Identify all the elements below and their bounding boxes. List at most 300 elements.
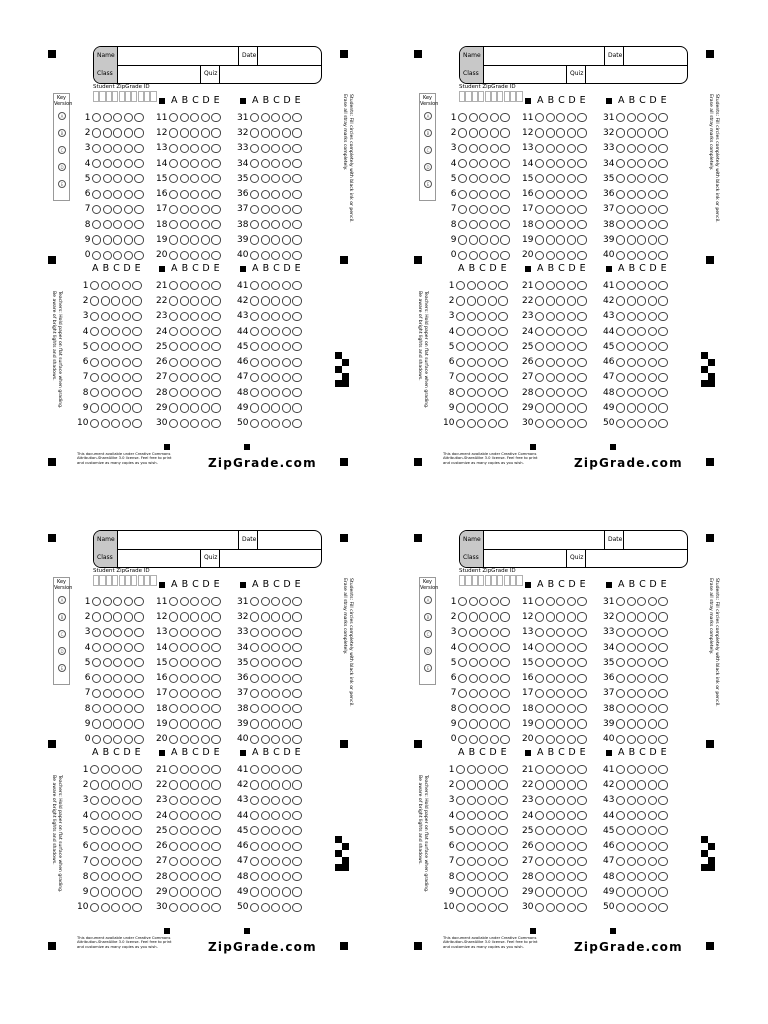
key-version-bubble-a[interactable]: A [58, 596, 66, 604]
answer-bubble-d[interactable] [124, 113, 133, 122]
answer-bubble-d[interactable] [124, 144, 133, 153]
answer-bubble-c[interactable] [637, 719, 646, 728]
answer-bubble-c[interactable] [271, 765, 280, 774]
answer-bubble-d[interactable] [490, 735, 499, 744]
answer-bubble-b[interactable] [101, 281, 110, 290]
answer-bubble-c[interactable] [113, 628, 122, 637]
answer-bubble-b[interactable] [261, 144, 270, 153]
answer-bubble-a[interactable] [169, 388, 178, 397]
answer-bubble-a[interactable] [535, 735, 544, 744]
answer-bubble-e[interactable] [658, 780, 667, 789]
answer-bubble-b[interactable] [101, 857, 110, 866]
answer-bubble-c[interactable] [271, 296, 280, 305]
answer-bubble-d[interactable] [124, 235, 133, 244]
answer-bubble-d[interactable] [567, 327, 576, 336]
answer-bubble-d[interactable] [567, 128, 576, 137]
answer-bubble-a[interactable] [250, 735, 259, 744]
answer-bubble-e[interactable] [658, 719, 667, 728]
answer-bubble-a[interactable] [90, 327, 99, 336]
answer-bubble-b[interactable] [627, 612, 636, 621]
student-id-entry-boxes[interactable] [93, 575, 157, 586]
answer-bubble-d[interactable] [124, 205, 133, 214]
answer-bubble-d[interactable] [122, 296, 131, 305]
answer-bubble-a[interactable] [458, 628, 467, 637]
answer-bubble-a[interactable] [456, 796, 465, 805]
answer-bubble-e[interactable] [211, 174, 220, 183]
answer-bubble-d[interactable] [282, 842, 291, 851]
answer-bubble-a[interactable] [90, 811, 99, 820]
answer-bubble-a[interactable] [535, 235, 544, 244]
answer-bubble-c[interactable] [556, 205, 565, 214]
quiz-field[interactable] [220, 549, 321, 567]
answer-bubble-c[interactable] [190, 190, 199, 199]
answer-bubble-d[interactable] [567, 689, 576, 698]
answer-bubble-a[interactable] [458, 128, 467, 137]
answer-bubble-d[interactable] [567, 235, 576, 244]
answer-bubble-c[interactable] [556, 251, 565, 260]
class-field[interactable] [484, 65, 566, 83]
answer-bubble-d[interactable] [282, 597, 291, 606]
answer-bubble-c[interactable] [637, 903, 646, 912]
answer-bubble-c[interactable] [637, 358, 646, 367]
answer-bubble-c[interactable] [477, 887, 486, 896]
answer-bubble-c[interactable] [271, 419, 280, 428]
answer-bubble-e[interactable] [292, 281, 301, 290]
answer-bubble-c[interactable] [190, 780, 199, 789]
answer-bubble-b[interactable] [469, 674, 478, 683]
answer-bubble-c[interactable] [556, 826, 565, 835]
answer-bubble-a[interactable] [250, 312, 259, 321]
answer-bubble-e[interactable] [292, 144, 301, 153]
answer-bubble-b[interactable] [180, 403, 189, 412]
answer-bubble-a[interactable] [616, 159, 625, 168]
date-field[interactable] [625, 47, 687, 65]
answer-bubble-b[interactable] [546, 174, 555, 183]
answer-bubble-d[interactable] [488, 373, 497, 382]
answer-bubble-b[interactable] [180, 113, 189, 122]
answer-bubble-c[interactable] [190, 643, 199, 652]
answer-bubble-e[interactable] [500, 144, 509, 153]
answer-bubble-d[interactable] [124, 251, 133, 260]
answer-bubble-a[interactable] [92, 735, 101, 744]
answer-bubble-c[interactable] [479, 735, 488, 744]
answer-bubble-e[interactable] [132, 796, 141, 805]
answer-bubble-c[interactable] [111, 765, 120, 774]
answer-bubble-c[interactable] [271, 373, 280, 382]
answer-bubble-d[interactable] [567, 704, 576, 713]
answer-bubble-d[interactable] [201, 719, 210, 728]
answer-bubble-a[interactable] [616, 857, 625, 866]
answer-bubble-e[interactable] [577, 887, 586, 896]
answer-bubble-e[interactable] [292, 174, 301, 183]
answer-bubble-a[interactable] [456, 419, 465, 428]
answer-bubble-a[interactable] [616, 113, 625, 122]
answer-bubble-d[interactable] [490, 643, 499, 652]
answer-bubble-e[interactable] [292, 811, 301, 820]
answer-bubble-a[interactable] [90, 296, 99, 305]
answer-bubble-b[interactable] [261, 174, 270, 183]
answer-bubble-d[interactable] [648, 251, 657, 260]
answer-bubble-d[interactable] [201, 281, 210, 290]
answer-bubble-e[interactable] [577, 205, 586, 214]
answer-bubble-a[interactable] [250, 872, 259, 881]
answer-bubble-a[interactable] [92, 159, 101, 168]
answer-bubble-e[interactable] [500, 628, 509, 637]
answer-bubble-d[interactable] [201, 674, 210, 683]
answer-bubble-d[interactable] [490, 190, 499, 199]
answer-bubble-b[interactable] [103, 658, 112, 667]
answer-bubble-e[interactable] [500, 719, 509, 728]
answer-bubble-e[interactable] [292, 719, 301, 728]
answer-bubble-c[interactable] [477, 281, 486, 290]
answer-bubble-a[interactable] [90, 342, 99, 351]
key-version-bubble-e[interactable]: E [58, 180, 66, 188]
answer-bubble-b[interactable] [261, 159, 270, 168]
answer-bubble-a[interactable] [616, 388, 625, 397]
answer-bubble-c[interactable] [113, 128, 122, 137]
answer-bubble-d[interactable] [488, 388, 497, 397]
answer-bubble-e[interactable] [211, 842, 220, 851]
answer-bubble-a[interactable] [250, 643, 259, 652]
answer-bubble-b[interactable] [101, 419, 110, 428]
answer-bubble-a[interactable] [535, 796, 544, 805]
answer-bubble-a[interactable] [169, 597, 178, 606]
answer-bubble-d[interactable] [282, 251, 291, 260]
answer-bubble-c[interactable] [479, 144, 488, 153]
answer-bubble-d[interactable] [567, 174, 576, 183]
answer-bubble-c[interactable] [556, 388, 565, 397]
answer-bubble-c[interactable] [190, 765, 199, 774]
answer-bubble-c[interactable] [190, 842, 199, 851]
answer-bubble-b[interactable] [546, 674, 555, 683]
answer-bubble-a[interactable] [250, 658, 259, 667]
answer-bubble-e[interactable] [658, 842, 667, 851]
answer-bubble-e[interactable] [498, 388, 507, 397]
answer-bubble-c[interactable] [479, 220, 488, 229]
answer-bubble-c[interactable] [637, 887, 646, 896]
answer-bubble-a[interactable] [535, 597, 544, 606]
answer-bubble-c[interactable] [556, 811, 565, 820]
answer-bubble-a[interactable] [616, 796, 625, 805]
answer-bubble-a[interactable] [616, 719, 625, 728]
answer-bubble-d[interactable] [567, 159, 576, 168]
answer-bubble-d[interactable] [282, 190, 291, 199]
answer-bubble-c[interactable] [637, 765, 646, 774]
answer-bubble-a[interactable] [90, 842, 99, 851]
answer-bubble-c[interactable] [479, 128, 488, 137]
answer-bubble-a[interactable] [169, 358, 178, 367]
answer-bubble-c[interactable] [271, 872, 280, 881]
key-version-bubble-b[interactable]: B [58, 129, 66, 137]
answer-bubble-e[interactable] [500, 704, 509, 713]
answer-bubble-e[interactable] [211, 159, 220, 168]
answer-bubble-c[interactable] [271, 342, 280, 351]
answer-bubble-e[interactable] [292, 612, 301, 621]
answer-bubble-a[interactable] [535, 342, 544, 351]
key-version-bubble-b[interactable]: B [424, 613, 432, 621]
class-field[interactable] [118, 65, 200, 83]
answer-bubble-c[interactable] [190, 296, 199, 305]
key-version-bubble-d[interactable]: D [424, 647, 432, 655]
answer-bubble-b[interactable] [261, 842, 270, 851]
answer-bubble-e[interactable] [211, 658, 220, 667]
answer-bubble-c[interactable] [637, 403, 646, 412]
answer-bubble-b[interactable] [546, 312, 555, 321]
answer-bubble-a[interactable] [169, 796, 178, 805]
answer-bubble-a[interactable] [535, 419, 544, 428]
answer-bubble-a[interactable] [535, 144, 544, 153]
answer-bubble-e[interactable] [211, 796, 220, 805]
answer-bubble-d[interactable] [648, 388, 657, 397]
answer-bubble-b[interactable] [467, 296, 476, 305]
answer-bubble-c[interactable] [637, 419, 646, 428]
answer-bubble-b[interactable] [546, 128, 555, 137]
answer-bubble-a[interactable] [458, 735, 467, 744]
answer-bubble-b[interactable] [261, 373, 270, 382]
answer-bubble-e[interactable] [498, 857, 507, 866]
answer-bubble-c[interactable] [271, 857, 280, 866]
answer-bubble-b[interactable] [627, 826, 636, 835]
answer-bubble-e[interactable] [132, 388, 141, 397]
answer-bubble-b[interactable] [180, 674, 189, 683]
answer-bubble-b[interactable] [467, 342, 476, 351]
answer-bubble-a[interactable] [92, 174, 101, 183]
answer-bubble-b[interactable] [469, 190, 478, 199]
answer-bubble-c[interactable] [556, 658, 565, 667]
answer-bubble-e[interactable] [132, 327, 141, 336]
answer-bubble-b[interactable] [627, 811, 636, 820]
answer-bubble-e[interactable] [134, 643, 143, 652]
answer-bubble-b[interactable] [467, 403, 476, 412]
answer-bubble-d[interactable] [488, 342, 497, 351]
answer-bubble-d[interactable] [567, 643, 576, 652]
answer-bubble-a[interactable] [458, 689, 467, 698]
answer-bubble-d[interactable] [282, 159, 291, 168]
answer-bubble-a[interactable] [616, 842, 625, 851]
answer-bubble-b[interactable] [261, 388, 270, 397]
answer-bubble-a[interactable] [169, 857, 178, 866]
answer-bubble-b[interactable] [469, 658, 478, 667]
answer-bubble-c[interactable] [190, 628, 199, 637]
answer-bubble-c[interactable] [190, 128, 199, 137]
answer-bubble-c[interactable] [479, 205, 488, 214]
answer-bubble-c[interactable] [637, 612, 646, 621]
answer-bubble-c[interactable] [556, 842, 565, 851]
answer-bubble-c[interactable] [113, 251, 122, 260]
answer-bubble-e[interactable] [498, 373, 507, 382]
answer-bubble-c[interactable] [190, 719, 199, 728]
answer-bubble-d[interactable] [201, 704, 210, 713]
key-version-bubble-c[interactable]: C [424, 146, 432, 154]
answer-bubble-e[interactable] [292, 327, 301, 336]
answer-bubble-e[interactable] [292, 842, 301, 851]
answer-bubble-b[interactable] [261, 327, 270, 336]
answer-bubble-b[interactable] [261, 597, 270, 606]
answer-bubble-a[interactable] [616, 643, 625, 652]
answer-bubble-d[interactable] [648, 597, 657, 606]
answer-bubble-c[interactable] [477, 388, 486, 397]
answer-bubble-e[interactable] [134, 128, 143, 137]
answer-bubble-a[interactable] [458, 251, 467, 260]
answer-bubble-e[interactable] [132, 419, 141, 428]
date-field[interactable] [259, 47, 321, 65]
answer-bubble-c[interactable] [190, 373, 199, 382]
answer-bubble-b[interactable] [627, 903, 636, 912]
answer-bubble-a[interactable] [456, 765, 465, 774]
answer-bubble-e[interactable] [132, 373, 141, 382]
answer-bubble-c[interactable] [556, 765, 565, 774]
answer-bubble-a[interactable] [616, 342, 625, 351]
answer-bubble-c[interactable] [111, 872, 120, 881]
answer-bubble-a[interactable] [250, 811, 259, 820]
answer-bubble-e[interactable] [498, 403, 507, 412]
answer-bubble-a[interactable] [535, 658, 544, 667]
answer-bubble-d[interactable] [490, 235, 499, 244]
answer-bubble-d[interactable] [282, 128, 291, 137]
answer-bubble-e[interactable] [577, 388, 586, 397]
answer-bubble-b[interactable] [101, 373, 110, 382]
key-version-bubble-c[interactable]: C [58, 146, 66, 154]
answer-bubble-a[interactable] [250, 174, 259, 183]
answer-bubble-d[interactable] [488, 281, 497, 290]
answer-bubble-e[interactable] [132, 358, 141, 367]
answer-bubble-c[interactable] [190, 342, 199, 351]
answer-bubble-c[interactable] [190, 403, 199, 412]
answer-bubble-a[interactable] [456, 296, 465, 305]
answer-bubble-a[interactable] [535, 903, 544, 912]
answer-bubble-c[interactable] [190, 735, 199, 744]
answer-bubble-b[interactable] [627, 735, 636, 744]
answer-bubble-a[interactable] [250, 388, 259, 397]
answer-bubble-d[interactable] [124, 597, 133, 606]
answer-bubble-b[interactable] [180, 174, 189, 183]
answer-bubble-b[interactable] [101, 903, 110, 912]
answer-bubble-c[interactable] [637, 113, 646, 122]
answer-bubble-e[interactable] [577, 597, 586, 606]
answer-bubble-e[interactable] [292, 388, 301, 397]
answer-bubble-c[interactable] [556, 612, 565, 621]
answer-bubble-e[interactable] [658, 128, 667, 137]
answer-bubble-c[interactable] [479, 612, 488, 621]
answer-bubble-a[interactable] [535, 704, 544, 713]
answer-bubble-c[interactable] [556, 281, 565, 290]
answer-bubble-b[interactable] [627, 628, 636, 637]
answer-bubble-c[interactable] [190, 419, 199, 428]
answer-bubble-c[interactable] [477, 373, 486, 382]
answer-bubble-a[interactable] [616, 704, 625, 713]
answer-bubble-b[interactable] [546, 643, 555, 652]
answer-bubble-b[interactable] [546, 144, 555, 153]
answer-bubble-d[interactable] [124, 674, 133, 683]
answer-bubble-c[interactable] [556, 780, 565, 789]
answer-bubble-b[interactable] [627, 296, 636, 305]
answer-bubble-b[interactable] [180, 342, 189, 351]
answer-bubble-e[interactable] [292, 780, 301, 789]
answer-bubble-c[interactable] [556, 857, 565, 866]
answer-bubble-a[interactable] [458, 719, 467, 728]
answer-bubble-d[interactable] [201, 811, 210, 820]
answer-bubble-b[interactable] [101, 842, 110, 851]
answer-bubble-e[interactable] [658, 342, 667, 351]
answer-bubble-b[interactable] [180, 296, 189, 305]
answer-bubble-e[interactable] [577, 872, 586, 881]
answer-bubble-d[interactable] [567, 826, 576, 835]
answer-bubble-a[interactable] [616, 887, 625, 896]
student-id-entry-boxes[interactable] [459, 91, 523, 102]
answer-bubble-c[interactable] [477, 796, 486, 805]
answer-bubble-b[interactable] [467, 419, 476, 428]
answer-bubble-e[interactable] [211, 312, 220, 321]
answer-bubble-d[interactable] [648, 190, 657, 199]
answer-bubble-c[interactable] [190, 113, 199, 122]
answer-bubble-c[interactable] [271, 612, 280, 621]
answer-bubble-a[interactable] [169, 735, 178, 744]
answer-bubble-b[interactable] [261, 704, 270, 713]
answer-bubble-e[interactable] [132, 281, 141, 290]
answer-bubble-a[interactable] [535, 674, 544, 683]
answer-bubble-e[interactable] [292, 765, 301, 774]
answer-bubble-d[interactable] [201, 342, 210, 351]
answer-bubble-a[interactable] [616, 144, 625, 153]
answer-bubble-a[interactable] [535, 719, 544, 728]
answer-bubble-c[interactable] [271, 281, 280, 290]
answer-bubble-a[interactable] [535, 159, 544, 168]
answer-bubble-c[interactable] [556, 128, 565, 137]
answer-bubble-d[interactable] [282, 312, 291, 321]
answer-bubble-e[interactable] [292, 113, 301, 122]
answer-bubble-d[interactable] [567, 220, 576, 229]
answer-bubble-a[interactable] [535, 251, 544, 260]
answer-bubble-c[interactable] [477, 296, 486, 305]
date-field[interactable] [625, 531, 687, 549]
answer-bubble-c[interactable] [477, 903, 486, 912]
answer-bubble-b[interactable] [180, 312, 189, 321]
name-field[interactable] [118, 531, 238, 549]
answer-bubble-d[interactable] [567, 388, 576, 397]
answer-bubble-d[interactable] [648, 128, 657, 137]
answer-bubble-b[interactable] [180, 765, 189, 774]
answer-bubble-d[interactable] [490, 689, 499, 698]
answer-bubble-d[interactable] [122, 388, 131, 397]
answer-bubble-e[interactable] [292, 296, 301, 305]
answer-bubble-e[interactable] [292, 658, 301, 667]
answer-bubble-a[interactable] [616, 689, 625, 698]
answer-bubble-a[interactable] [90, 373, 99, 382]
answer-bubble-a[interactable] [456, 857, 465, 866]
answer-bubble-d[interactable] [201, 735, 210, 744]
answer-bubble-a[interactable] [535, 190, 544, 199]
answer-bubble-b[interactable] [546, 612, 555, 621]
answer-bubble-b[interactable] [180, 811, 189, 820]
answer-bubble-d[interactable] [488, 780, 497, 789]
key-version-bubble-c[interactable]: C [58, 630, 66, 638]
answer-bubble-b[interactable] [180, 144, 189, 153]
answer-bubble-e[interactable] [658, 872, 667, 881]
answer-bubble-e[interactable] [132, 296, 141, 305]
answer-bubble-d[interactable] [122, 811, 131, 820]
answer-bubble-b[interactable] [469, 689, 478, 698]
answer-bubble-c[interactable] [111, 327, 120, 336]
answer-bubble-b[interactable] [546, 735, 555, 744]
answer-bubble-b[interactable] [180, 719, 189, 728]
answer-bubble-e[interactable] [292, 312, 301, 321]
answer-bubble-d[interactable] [567, 342, 576, 351]
answer-bubble-e[interactable] [211, 388, 220, 397]
answer-bubble-e[interactable] [658, 796, 667, 805]
answer-bubble-d[interactable] [122, 373, 131, 382]
answer-bubble-a[interactable] [169, 144, 178, 153]
answer-bubble-b[interactable] [101, 296, 110, 305]
